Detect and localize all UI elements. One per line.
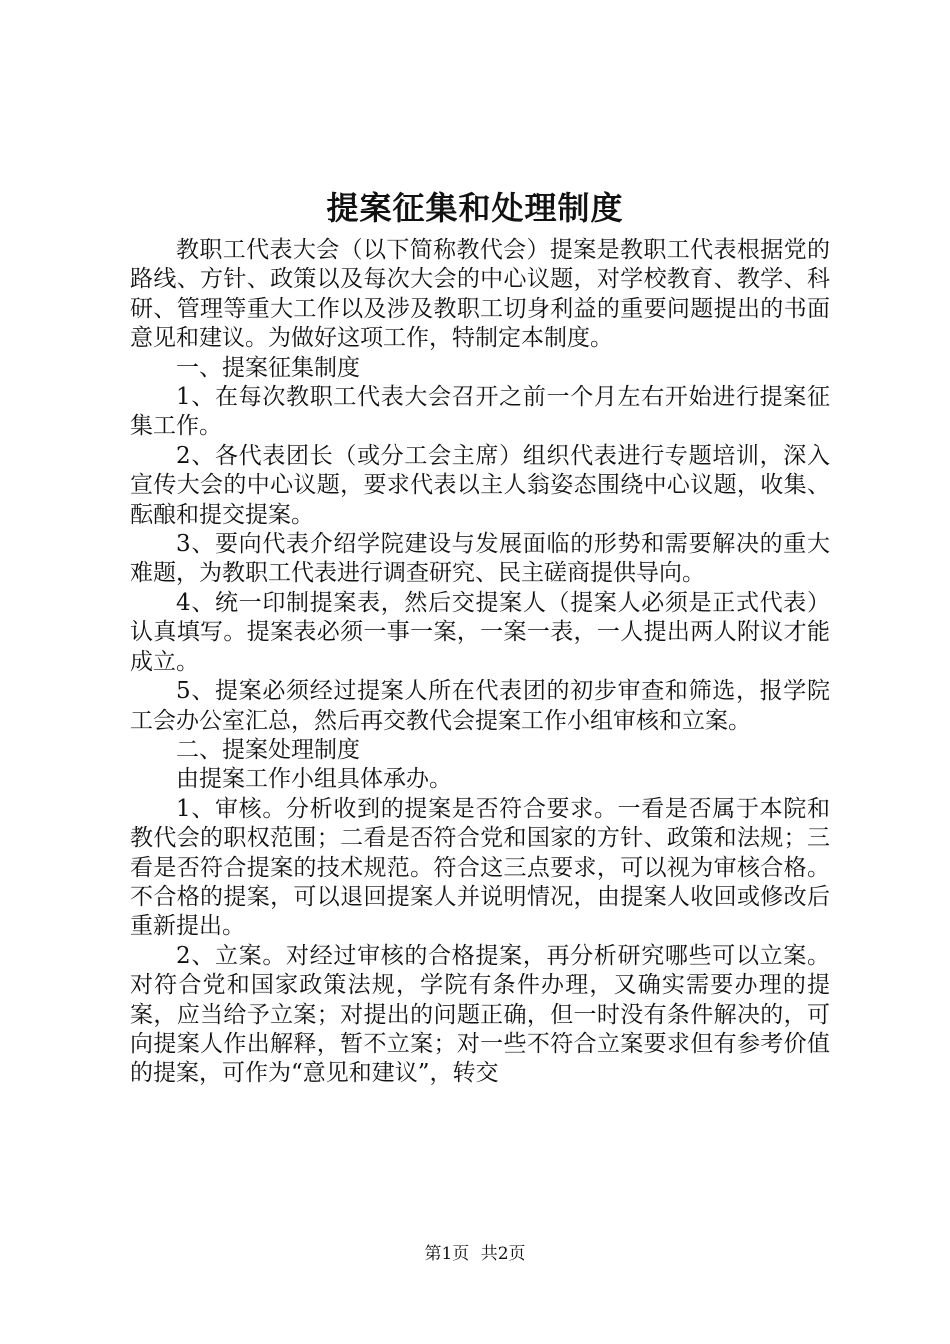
paragraph-handling-2: 2、立案。对经过审核的合格提案，再分析研究哪些可以立案。对符合党和国家政策法规，学院有条件办理，又确实需要办理的提案，应当给予立案；对提出的问题正确，但一时没有条件解决的，可向提案人作出解释，暂不立案；对一些不符合立案要求但有参考价值的提案，可作为“意见和建议”，转交: [130, 942, 830, 1087]
section-heading-handling: 二、提案处理制度: [176, 736, 360, 763]
paragraph-collection-4: 4、统一印制提案表，然后交提案人（提案人必须是正式代表）认真填写。提案表必须一事一案，一案一表，一人提出两人附议才能成立。: [130, 589, 830, 675]
paragraph-collection-1: 1、在每次教职工代表大会召开之前一个月左右开始进行提案征集工作。: [130, 384, 830, 440]
paragraph-collection-5: 5、提案必须经过提案人所在代表团的初步审查和筛选，报学院工会办公室汇总，然后再交教代会提案工作小组审核和立案。: [130, 678, 830, 734]
paragraph-intro: 教职工代表大会（以下简称教代会）提案是教职工代表根据党的路线、方针、政策以及每次大会的中心议题，对学校教育、教学、科研、管理等重大工作以及涉及教职工切身利益的重要问题提出的书面意见和建议。为做好这项工作，特制定本制度。: [130, 237, 830, 352]
paragraph-handling-intro: 由提案工作小组具体承办。: [176, 766, 452, 793]
document-body: [130, 236, 830, 1089]
paragraph-collection-2: 2、各代表团长（或分工会主席）组织代表进行专题培训，深入宣传大会的中心议题，要求代表以主人翁姿态围绕中心议题，收集、酝酿和提交提案。: [130, 442, 830, 528]
section-heading-collection: 一、提案征集制度: [176, 354, 360, 381]
paragraph-collection-3: 3、要向代表介绍学院建设与发展面临的形势和需要解决的重大难题，为教职工代表进行调查研究、民主磋商提供导向。: [130, 531, 830, 587]
page-footer: [0, 1243, 950, 1265]
page-total: 共2页: [480, 1244, 526, 1264]
paragraph-handling-1: 1、审核。分析收到的提案是否符合要求。一看是否属于本院和教代会的职权范围；二看是否符合党和国家的方针、政策和法规；三看是否符合提案的技术规范。符合这三点要求，可以视为审核合格。不合格的提案，可以退回提案人并说明情况，由提案人收回或修改后重新提出。: [130, 795, 830, 940]
document-title: 提案征集和处理制度: [326, 189, 624, 227]
page-number: 第1页: [424, 1244, 470, 1264]
